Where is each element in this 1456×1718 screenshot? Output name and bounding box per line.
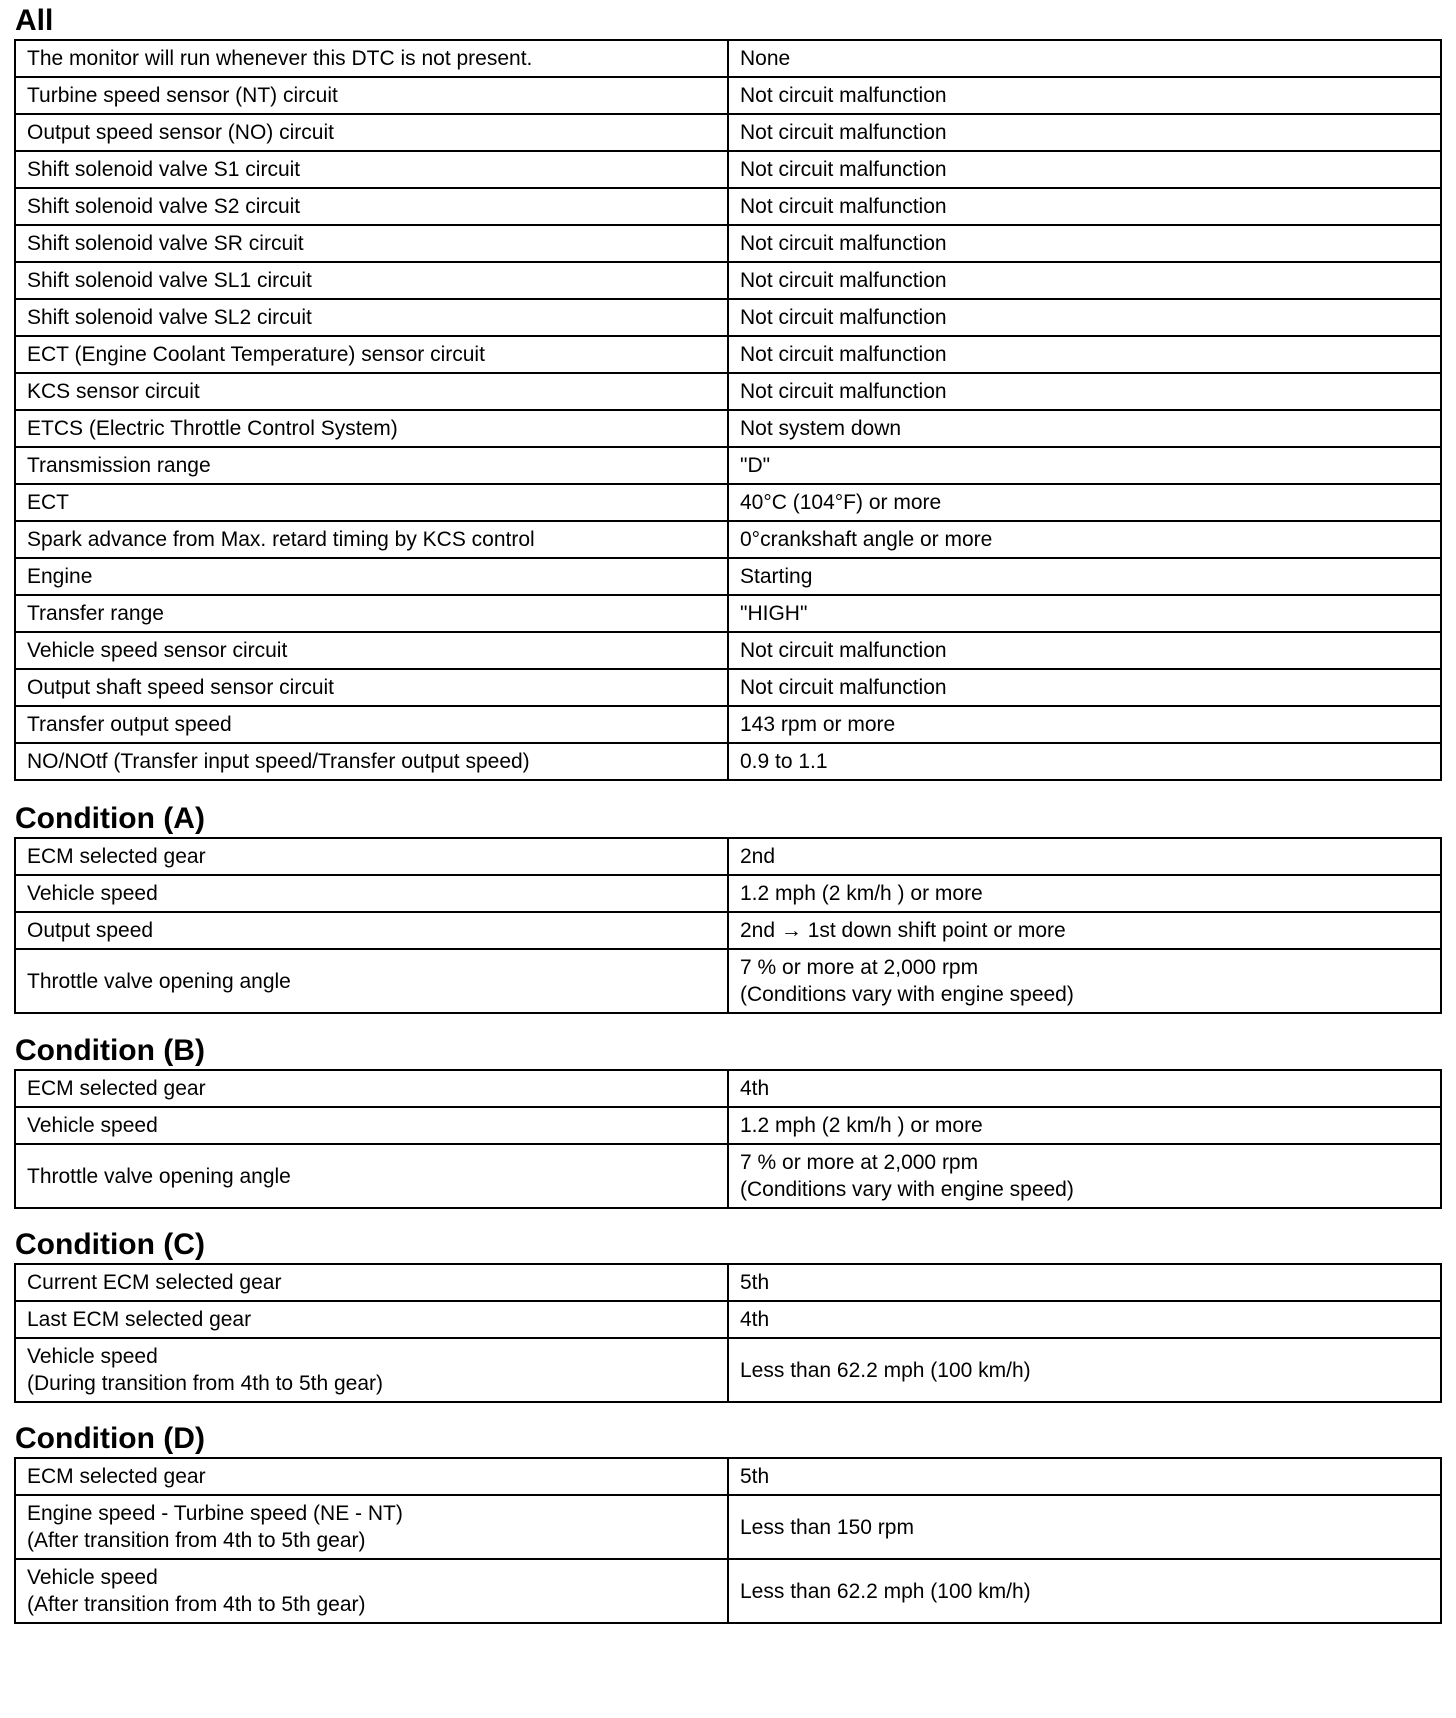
condition-cell: Turbine speed sensor (NT) circuit (15, 77, 728, 114)
table-row (15, 373, 1441, 410)
condition-cell: ECM selected gear (15, 1070, 728, 1107)
condition-cell: Vehicle speed (After transition from 4th to 5th gear) (15, 1559, 728, 1623)
conditions-table (14, 1457, 1442, 1624)
condition-cell: The monitor will run whenever this DTC is not present. (15, 40, 728, 77)
value-cell: Not circuit malfunction (728, 77, 1441, 114)
value-cell: Not circuit malfunction (728, 151, 1441, 188)
table-row (15, 838, 1441, 875)
table-row (15, 949, 1441, 1013)
condition-cell: ECT (Engine Coolant Temperature) sensor circuit (15, 336, 728, 373)
table-row (15, 188, 1441, 225)
condition-cell: KCS sensor circuit (15, 373, 728, 410)
section-condition-c (14, 1230, 1442, 1403)
value-cell: Less than 150 rpm (728, 1495, 1441, 1559)
value-cell: Not circuit malfunction (728, 225, 1441, 262)
condition-cell: Shift solenoid valve S2 circuit (15, 188, 728, 225)
table-row (15, 632, 1441, 669)
table-row (15, 151, 1441, 188)
table-row (15, 875, 1441, 912)
value-cell: Not circuit malfunction (728, 336, 1441, 373)
table-row (15, 706, 1441, 743)
value-cell: None (728, 40, 1441, 77)
value-cell: Not circuit malfunction (728, 632, 1441, 669)
table-row (15, 1301, 1441, 1338)
value-cell: 0°crankshaft angle or more (728, 521, 1441, 558)
table-row (15, 669, 1441, 706)
conditions-table (14, 39, 1442, 781)
table-row (15, 1338, 1441, 1402)
value-cell: 7 % or more at 2,000 rpm (Conditions vary with engine speed) (728, 949, 1441, 1013)
section-title: Condition (D) (15, 1422, 205, 1455)
section-title: Condition (B) (15, 1034, 205, 1067)
section-condition-d (14, 1424, 1442, 1624)
value-cell: Not circuit malfunction (728, 669, 1441, 706)
condition-cell: Shift solenoid valve SL2 circuit (15, 299, 728, 336)
condition-cell: Vehicle speed (During transition from 4th to 5th gear) (15, 1338, 728, 1402)
section-condition-b (14, 1036, 1442, 1209)
table-row (15, 558, 1441, 595)
value-cell: Not circuit malfunction (728, 114, 1441, 151)
table-row (15, 447, 1441, 484)
value-cell: 1.2 mph (2 km/h ) or more (728, 875, 1441, 912)
condition-cell: Shift solenoid valve SR circuit (15, 225, 728, 262)
condition-cell: Transmission range (15, 447, 728, 484)
table-row (15, 595, 1441, 632)
section-title: All (15, 4, 54, 37)
value-cell: 0.9 to 1.1 (728, 743, 1441, 780)
table-row (15, 77, 1441, 114)
value-cell: Less than 62.2 mph (100 km/h) (728, 1559, 1441, 1623)
condition-cell: ECT (15, 484, 728, 521)
value-cell: 2nd (728, 838, 1441, 875)
condition-cell: Spark advance from Max. retard timing by KCS control (15, 521, 728, 558)
condition-cell: Shift solenoid valve SL1 circuit (15, 262, 728, 299)
table-row (15, 521, 1441, 558)
table-row (15, 299, 1441, 336)
conditions-table (14, 1069, 1442, 1209)
value-cell: 4th (728, 1070, 1441, 1107)
table-row (15, 1559, 1441, 1623)
table-row (15, 912, 1441, 949)
table-row (15, 114, 1441, 151)
value-cell: 40°C (104°F) or more (728, 484, 1441, 521)
value-cell: Not circuit malfunction (728, 299, 1441, 336)
table-row (15, 743, 1441, 780)
condition-cell: Current ECM selected gear (15, 1264, 728, 1301)
section-all (14, 6, 1442, 781)
condition-cell: Shift solenoid valve S1 circuit (15, 151, 728, 188)
value-cell: 2nd → 1st down shift point or more (728, 912, 1441, 949)
value-cell: 143 rpm or more (728, 706, 1441, 743)
condition-cell: ECM selected gear (15, 838, 728, 875)
condition-cell: ETCS (Electric Throttle Control System) (15, 410, 728, 447)
value-cell: 1.2 mph (2 km/h ) or more (728, 1107, 1441, 1144)
table-row (15, 336, 1441, 373)
section-condition-a (14, 804, 1442, 1014)
condition-cell: Engine speed - Turbine speed (NE - NT) (After transition from 4th to 5th gear) (15, 1495, 728, 1559)
table-row (15, 1458, 1441, 1495)
value-cell: 4th (728, 1301, 1441, 1338)
value-cell: "D" (728, 447, 1441, 484)
condition-cell: ECM selected gear (15, 1458, 728, 1495)
condition-cell: Throttle valve opening angle (15, 1144, 728, 1208)
conditions-table (14, 1263, 1442, 1403)
section-title: Condition (A) (15, 802, 205, 835)
table-row (15, 484, 1441, 521)
condition-cell: Last ECM selected gear (15, 1301, 728, 1338)
value-cell: Starting (728, 558, 1441, 595)
value-cell: Not circuit malfunction (728, 188, 1441, 225)
value-cell: 5th (728, 1458, 1441, 1495)
table-row (15, 1070, 1441, 1107)
table-row (15, 410, 1441, 447)
condition-cell: Vehicle speed (15, 875, 728, 912)
value-cell: Not circuit malfunction (728, 373, 1441, 410)
table-row (15, 1495, 1441, 1559)
condition-cell: Engine (15, 558, 728, 595)
condition-cell: Vehicle speed sensor circuit (15, 632, 728, 669)
condition-cell: Output speed (15, 912, 728, 949)
conditions-table (14, 837, 1442, 1014)
condition-cell: Vehicle speed (15, 1107, 728, 1144)
table-row (15, 262, 1441, 299)
value-cell: "HIGH" (728, 595, 1441, 632)
condition-cell: Transfer output speed (15, 706, 728, 743)
condition-cell: Throttle valve opening angle (15, 949, 728, 1013)
condition-cell: Output shaft speed sensor circuit (15, 669, 728, 706)
value-cell: 5th (728, 1264, 1441, 1301)
condition-cell: NO/NOtf (Transfer input speed/Transfer output speed) (15, 743, 728, 780)
section-title: Condition (C) (15, 1228, 205, 1261)
table-row (15, 1107, 1441, 1144)
value-cell: Less than 62.2 mph (100 km/h) (728, 1338, 1441, 1402)
document-page (14, 0, 1442, 1624)
table-row (15, 1264, 1441, 1301)
table-row (15, 1144, 1441, 1208)
table-row (15, 40, 1441, 77)
condition-cell: Output speed sensor (NO) circuit (15, 114, 728, 151)
table-row (15, 225, 1441, 262)
value-cell: Not circuit malfunction (728, 262, 1441, 299)
value-cell: Not system down (728, 410, 1441, 447)
value-cell: 7 % or more at 2,000 rpm (Conditions vary with engine speed) (728, 1144, 1441, 1208)
condition-cell: Transfer range (15, 595, 728, 632)
